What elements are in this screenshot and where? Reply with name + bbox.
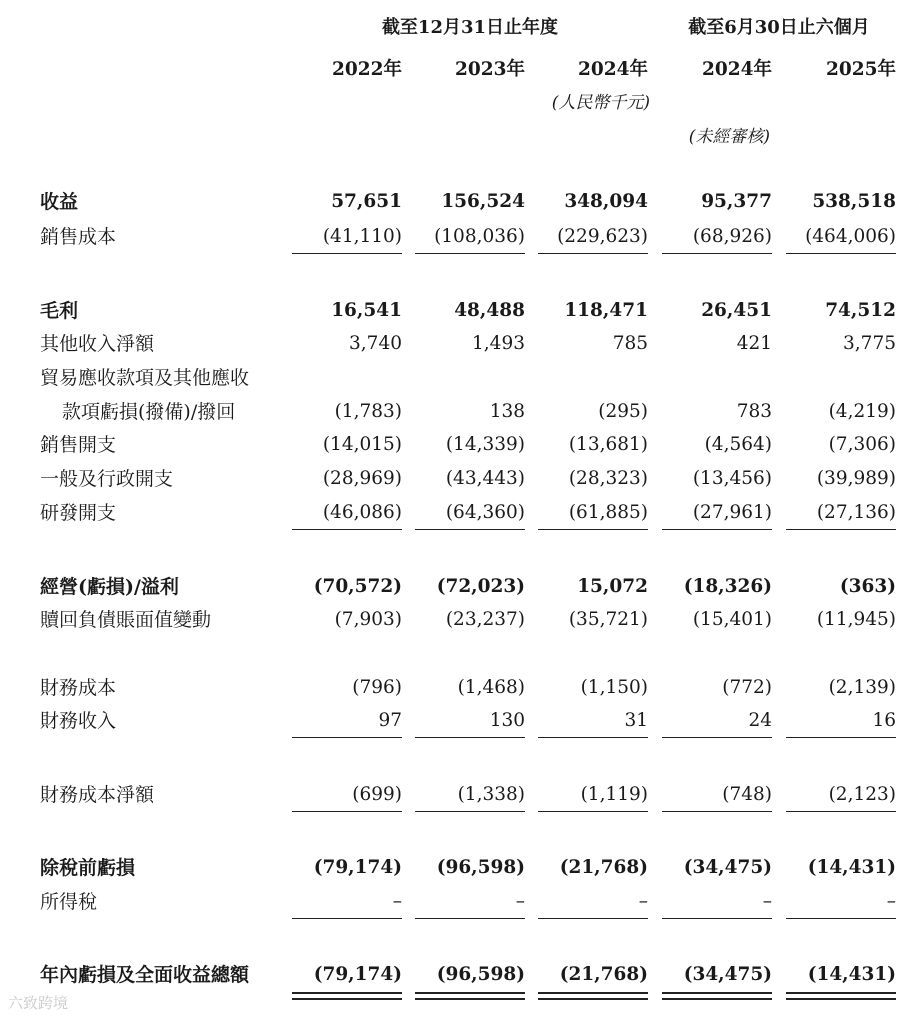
subtotal-rule — [662, 811, 772, 812]
total-double-rule — [786, 992, 896, 1000]
table-row — [0, 960, 918, 990]
year-header: 2022年 — [332, 59, 402, 80]
row-label: 毛利 — [40, 300, 79, 322]
row-label: 其他收入淨額 — [40, 333, 155, 355]
value-cell: (43,443) — [445, 468, 525, 489]
value-cell: 57,651 — [331, 191, 402, 212]
table-row — [0, 673, 918, 703]
value-cell: (96,598) — [436, 964, 525, 985]
subtotal-rule — [292, 253, 402, 254]
value-cell: (1,150) — [580, 677, 648, 698]
table-row — [0, 706, 918, 736]
row-label: 除稅前虧損 — [40, 857, 136, 879]
value-cell: 783 — [736, 401, 772, 422]
value-cell: 138 — [489, 401, 525, 422]
value-cell: (28,323) — [568, 468, 648, 489]
subtotal-rule — [292, 918, 402, 919]
subtotal-rule — [662, 253, 772, 254]
value-cell: (41,110) — [322, 226, 402, 247]
total-double-rule — [292, 992, 402, 1000]
row-label: 財務成本 — [40, 677, 117, 699]
value-cell: – — [515, 891, 525, 912]
subtotal-rule — [538, 918, 648, 919]
table-row — [0, 187, 918, 217]
value-cell: – — [886, 891, 896, 912]
year-header: 2024年 — [578, 59, 648, 80]
subtotal-rule — [662, 918, 772, 919]
value-cell: 16,541 — [331, 300, 402, 321]
subtotal-rule — [292, 737, 402, 738]
table-row — [0, 222, 918, 252]
value-cell: (27,136) — [816, 502, 896, 523]
unaudited-note: (未經審核) — [688, 127, 770, 147]
value-cell: (28,969) — [322, 468, 402, 489]
value-cell: (699) — [352, 784, 402, 805]
value-cell: (21,768) — [559, 857, 648, 878]
value-cell: (23,237) — [445, 609, 525, 630]
total-double-rule — [538, 992, 648, 1000]
value-cell: 3,740 — [349, 333, 402, 354]
table-row — [0, 430, 918, 460]
subtotal-rule — [415, 918, 525, 919]
value-cell: (46,086) — [322, 502, 402, 523]
table-row — [0, 887, 918, 917]
table-row — [0, 464, 918, 494]
value-cell: 26,451 — [701, 300, 772, 321]
value-cell: (4,564) — [704, 434, 772, 455]
table-row — [0, 329, 918, 359]
value-cell: (14,431) — [807, 964, 896, 985]
value-cell: 130 — [489, 710, 525, 731]
currency-unit-note: (人民幣千元) — [551, 93, 650, 113]
subtotal-rule — [292, 811, 402, 812]
subtotal-rule — [538, 529, 648, 530]
table-row — [0, 572, 918, 602]
total-double-rule — [415, 992, 525, 1000]
row-label: 經營(虧損)/溢利 — [40, 576, 179, 598]
period-header-year-ended: 截至12月31日止年度 — [381, 17, 559, 38]
value-cell: (18,326) — [683, 576, 772, 597]
value-cell: 156,524 — [441, 191, 525, 212]
value-cell: (2,139) — [828, 677, 896, 698]
subtotal-rule — [415, 253, 525, 254]
value-cell: (14,339) — [445, 434, 525, 455]
value-cell: 95,377 — [701, 191, 772, 212]
value-cell: (70,572) — [313, 576, 402, 597]
value-cell: (108,036) — [434, 226, 525, 247]
value-cell: (363) — [839, 576, 896, 597]
value-cell: (64,360) — [445, 502, 525, 523]
table-row — [0, 780, 918, 810]
subtotal-rule — [538, 737, 648, 738]
row-label: 收益 — [40, 191, 79, 213]
value-cell: (1,468) — [457, 677, 525, 698]
value-cell: (72,023) — [436, 576, 525, 597]
row-label: 贖回負債賬面值變動 — [40, 609, 212, 631]
value-cell: 97 — [378, 710, 402, 731]
value-cell: 421 — [736, 333, 772, 354]
value-cell: (27,961) — [692, 502, 772, 523]
value-cell: (748) — [722, 784, 772, 805]
value-cell: 31 — [624, 710, 648, 731]
row-label: 銷售成本 — [40, 226, 117, 248]
value-cell: (229,623) — [557, 226, 648, 247]
value-cell: (7,903) — [334, 609, 402, 630]
row-label: 貿易應收款項及其他應收 — [40, 367, 250, 389]
value-cell: (11,945) — [816, 609, 896, 630]
table-row — [0, 363, 918, 393]
subtotal-rule — [786, 253, 896, 254]
value-cell: (1,119) — [580, 784, 648, 805]
period-header-six-months: 截至6月30日止六個月 — [688, 17, 870, 38]
value-cell: 24 — [748, 710, 772, 731]
subtotal-rule — [662, 737, 772, 738]
value-cell: (13,681) — [568, 434, 648, 455]
value-cell: (34,475) — [683, 964, 772, 985]
value-cell: (796) — [352, 677, 402, 698]
value-cell: (15,401) — [692, 609, 772, 630]
subtotal-rule — [786, 918, 896, 919]
table-row — [0, 605, 918, 635]
value-cell: (68,926) — [692, 226, 772, 247]
value-cell: (14,015) — [322, 434, 402, 455]
value-cell: (21,768) — [559, 964, 648, 985]
year-header: 2025年 — [826, 59, 896, 80]
subtotal-rule — [415, 811, 525, 812]
value-cell: (14,431) — [807, 857, 896, 878]
watermark: 六致跨境 — [8, 994, 69, 1012]
subtotal-rule — [786, 737, 896, 738]
row-label: 一般及行政開支 — [40, 468, 174, 490]
value-cell: (96,598) — [436, 857, 525, 878]
value-cell: – — [638, 891, 648, 912]
value-cell: (464,006) — [805, 226, 896, 247]
value-cell: – — [392, 891, 402, 912]
table-row — [0, 853, 918, 883]
value-cell: (2,123) — [828, 784, 896, 805]
row-label: 年內虧損及全面收益總額 — [40, 964, 250, 986]
value-cell: 3,775 — [843, 333, 896, 354]
subtotal-rule — [415, 737, 525, 738]
table-row — [0, 296, 918, 326]
subtotal-rule — [786, 529, 896, 530]
value-cell: (772) — [722, 677, 772, 698]
row-label: 財務成本淨額 — [40, 784, 155, 806]
value-cell: (35,721) — [568, 609, 648, 630]
value-cell: 118,471 — [564, 300, 648, 321]
value-cell: (13,456) — [692, 468, 772, 489]
row-label: 銷售開支 — [40, 434, 117, 456]
value-cell: 538,518 — [812, 191, 896, 212]
value-cell: (39,989) — [816, 468, 896, 489]
subtotal-rule — [538, 811, 648, 812]
subtotal-rule — [292, 529, 402, 530]
value-cell: (295) — [598, 401, 648, 422]
value-cell: (79,174) — [313, 964, 402, 985]
total-double-rule — [662, 992, 772, 1000]
value-cell: 1,493 — [472, 333, 525, 354]
value-cell: (34,475) — [683, 857, 772, 878]
value-cell: (4,219) — [828, 401, 896, 422]
year-header: 2024年 — [702, 59, 772, 80]
value-cell: (7,306) — [828, 434, 896, 455]
row-label: 所得稅 — [40, 891, 98, 913]
subtotal-rule — [662, 529, 772, 530]
value-cell: (1,783) — [334, 401, 402, 422]
subtotal-rule — [538, 253, 648, 254]
row-label: 款項虧損(撥備)/撥回 — [62, 401, 236, 423]
subtotal-rule — [415, 529, 525, 530]
subtotal-rule — [786, 811, 896, 812]
value-cell: 785 — [612, 333, 648, 354]
value-cell: 16 — [872, 710, 896, 731]
value-cell: – — [762, 891, 772, 912]
value-cell: 74,512 — [825, 300, 896, 321]
value-cell: 15,072 — [577, 576, 648, 597]
year-header: 2023年 — [455, 59, 525, 80]
value-cell: (1,338) — [457, 784, 525, 805]
row-label: 財務收入 — [40, 710, 117, 732]
row-label: 研發開支 — [40, 502, 117, 524]
value-cell: 348,094 — [564, 191, 648, 212]
table-row — [0, 498, 918, 528]
value-cell: (61,885) — [568, 502, 648, 523]
table-row — [0, 397, 918, 427]
value-cell: (79,174) — [313, 857, 402, 878]
value-cell: 48,488 — [454, 300, 525, 321]
